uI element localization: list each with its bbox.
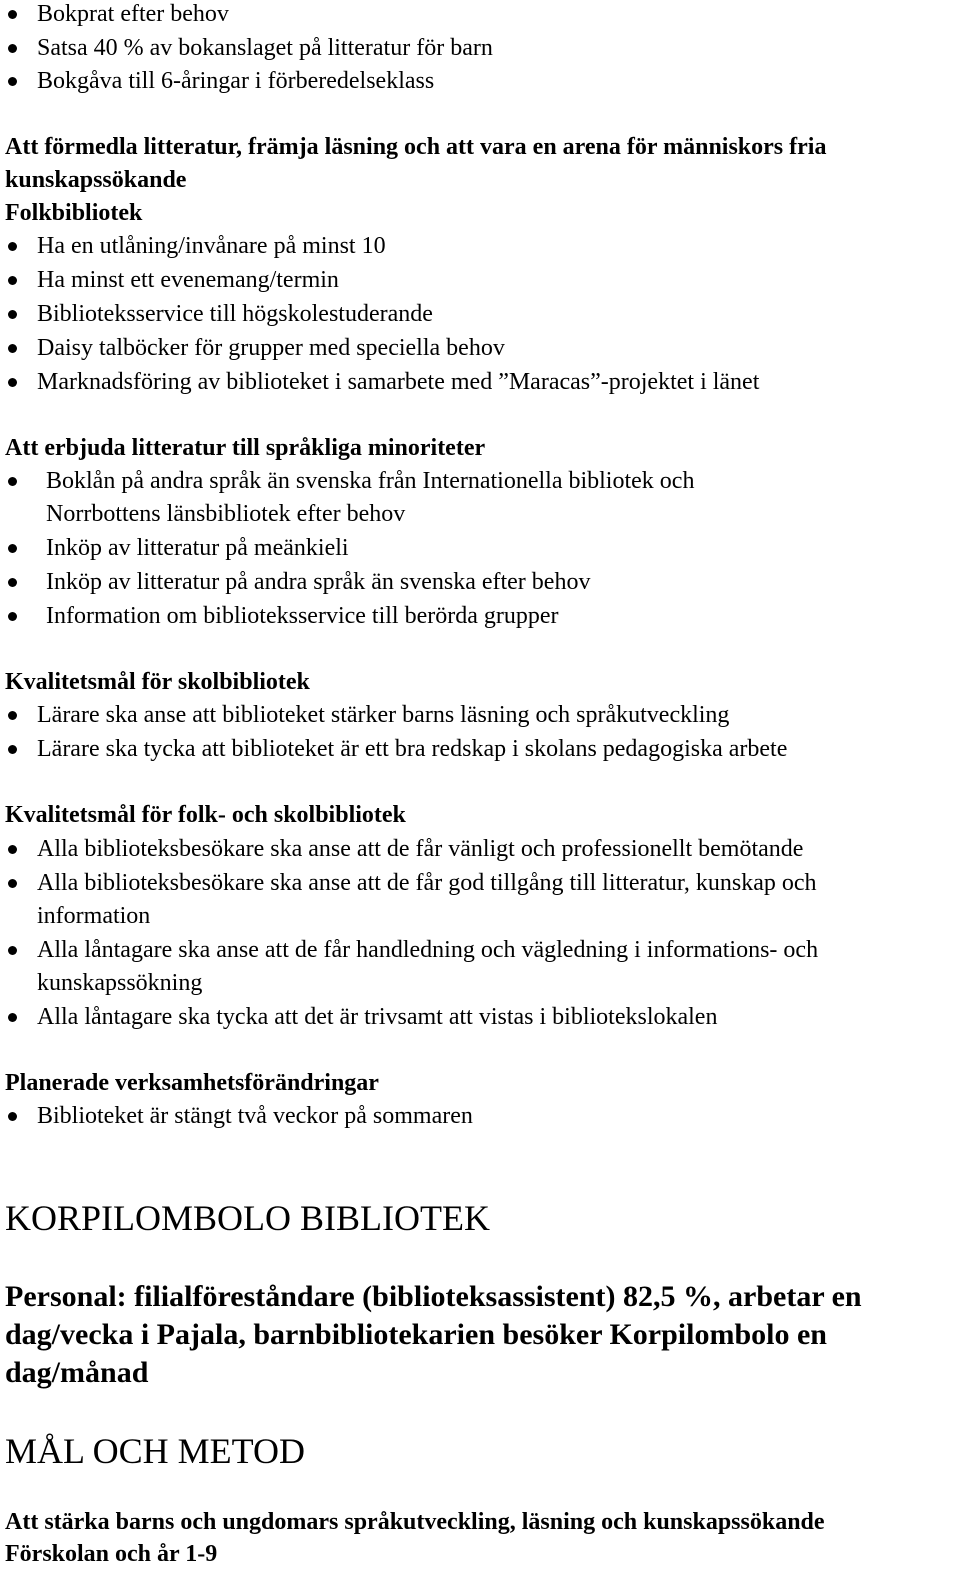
list-item: Satsa 40 % av bokanslaget på litteratur för barn (37, 35, 493, 61)
bullet (8, 879, 17, 888)
bullet (8, 612, 17, 621)
list-item: Bokprat efter behov (37, 1, 229, 27)
bullet (8, 44, 17, 53)
list-item: Boklån på andra språk än svenska från Internationella bibliotek och (46, 468, 695, 494)
staff-info-continued: dag/vecka i Pajala, barnbibliotekarien besöker Korpilombolo en (5, 1318, 827, 1351)
bullet (8, 378, 17, 387)
bullet (8, 344, 17, 353)
list-item: Ha minst ett evenemang/termin (37, 267, 339, 293)
section-title: MÅL OCH METOD (5, 1431, 306, 1471)
bullet (8, 242, 17, 251)
bullet (8, 745, 17, 754)
bullet (8, 1013, 17, 1022)
section-heading: Planerade verksamhetsförändringar (5, 1070, 379, 1096)
list-item: Alla låntagare ska anse att de får handledning och vägledning i informations- och (37, 937, 819, 963)
list-item: Bokgåva till 6-åringar i förberedelseklass (37, 68, 435, 94)
staff-info: Personal: filialföreståndare (biblioteksassistent) 82,5 %, arbetar en (5, 1280, 862, 1313)
list-item: Daisy talböcker för grupper med speciella behov (37, 335, 505, 361)
bullet (8, 578, 17, 587)
list-item: Marknadsföring av biblioteket i samarbete med ”Maracas”-projektet i länet (37, 369, 760, 395)
bullet (8, 310, 17, 319)
bullet (8, 946, 17, 955)
list-item: Information om biblioteksservice till berörda grupper (46, 603, 559, 629)
bullet (8, 544, 17, 553)
section-heading: Kvalitetsmål för skolbibliotek (5, 669, 310, 695)
staff-info-continued: dag/månad (5, 1356, 149, 1389)
list-item-continued: Norrbottens länsbibliotek efter behov (46, 501, 406, 527)
list-item: Alla biblioteksbesökare ska anse att de får god tillgång till litteratur, kunskap och (37, 870, 817, 896)
bullet (8, 477, 17, 486)
bullet (8, 77, 17, 86)
bullet (8, 276, 17, 285)
list-item-continued: information (37, 903, 151, 929)
bullet (8, 845, 17, 854)
subheading: Förskolan och år 1-9 (5, 1541, 218, 1567)
section-heading: Kvalitetsmål för folk- och skolbibliotek (5, 802, 406, 828)
section-heading-continued: kunskapssökande (5, 167, 187, 193)
list-item: Biblioteket är stängt två veckor på sommaren (37, 1103, 473, 1129)
list-item-continued: kunskapssökning (37, 970, 203, 996)
list-item: Lärare ska tycka att biblioteket är ett bra redskap i skolans pedagogiska arbete (37, 736, 788, 762)
list-item: Biblioteksservice till högskolestuderande (37, 301, 433, 327)
list-item: Ha en utlåning/invånare på minst 10 (37, 233, 386, 259)
bullet (8, 711, 17, 720)
subheading: Folkbibliotek (5, 200, 143, 226)
section-heading: Att förmedla litteratur, främja läsning och att vara en arena för människors fria (5, 134, 827, 160)
list-item: Inköp av litteratur på andra språk än svenska efter behov (46, 569, 591, 595)
list-item: Alla biblioteksbesökare ska anse att de får vänligt och professionellt bemötande (37, 836, 804, 862)
bullet (8, 10, 17, 19)
list-item: Lärare ska anse att biblioteket stärker barns läsning och språkutveckling (37, 702, 730, 728)
page-title: KORPILOMBOLO BIBLIOTEK (5, 1198, 490, 1238)
goal-heading: Att stärka barns och ungdomars språkutveckling, läsning och kunskapssökande (5, 1509, 825, 1535)
list-item: Inköp av litteratur på meänkieli (46, 535, 349, 561)
list-item: Alla låntagare ska tycka att det är trivsamt att vistas i bibliotekslokalen (37, 1004, 718, 1030)
section-heading: Att erbjuda litteratur till språkliga minoriteter (5, 435, 486, 461)
bullet (8, 1112, 17, 1121)
